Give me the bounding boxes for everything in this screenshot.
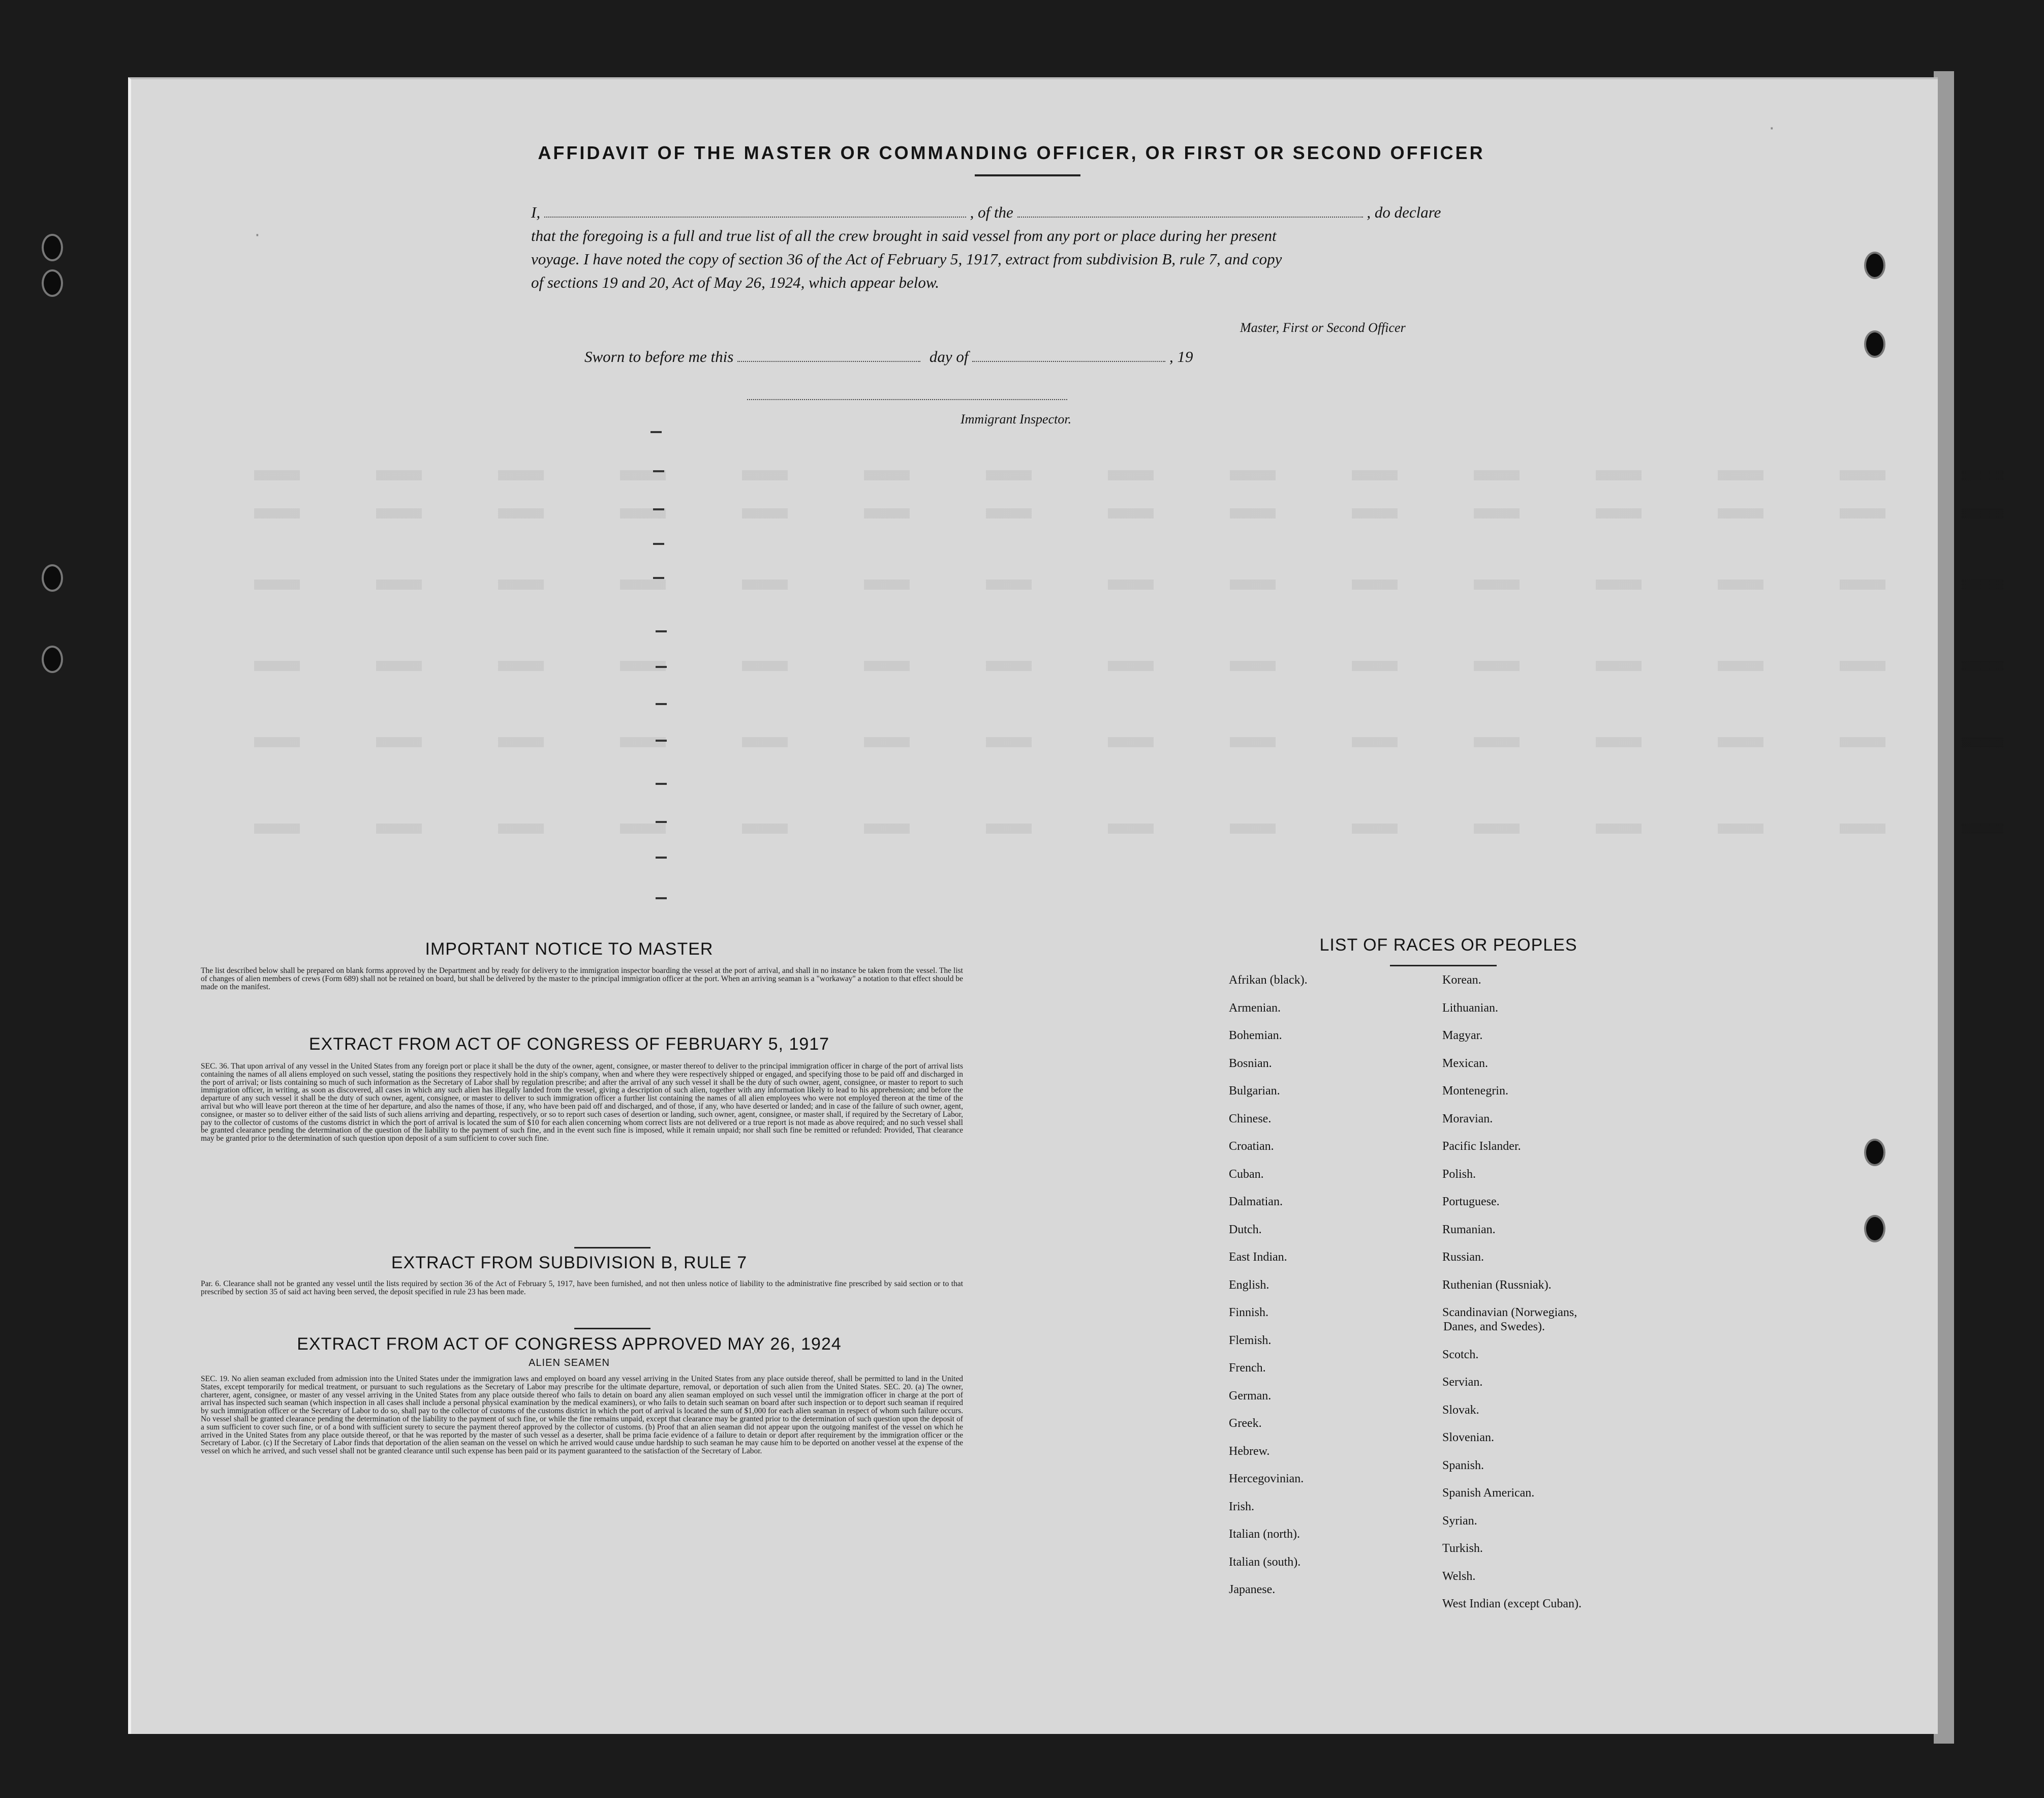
race-item: Montenegrin. — [1442, 1084, 1508, 1098]
race-item: Afrikan (black). — [1229, 973, 1308, 987]
race-item: Hebrew. — [1229, 1444, 1270, 1458]
races-title: LIST OF RACES OR PEOPLES — [1319, 935, 1577, 955]
race-item: Scotch. — [1442, 1348, 1479, 1361]
race-item: French. — [1229, 1361, 1266, 1375]
extract-1924-subtitle: ALIEN SEAMEN — [529, 1357, 610, 1368]
notice-body: The list described below shall be prepared on blank forms approved by the Department and by ready for delivery to the immigration inspector boarding the vessel at the port of arrival, and shall in no instance be taken from the vessel. The list of changes of alien members of crews (Form 689) shall not be retained on board, but shall be delivered by the master to the principal immigration officer at the port. When an arriving seaman is a "workaway" a notation to that effect should be made on the manifest. — [201, 966, 963, 991]
race-item: Rumanian. — [1442, 1223, 1496, 1236]
day-blank[interactable] — [737, 346, 920, 362]
sworn-line — [584, 346, 1193, 366]
binder-hole-right-2 — [1864, 330, 1885, 358]
bleed-through-row — [254, 737, 2003, 747]
row-dash — [656, 630, 667, 632]
row-dash — [656, 703, 667, 705]
margin-mark: · — [254, 224, 261, 245]
sworn-day-of: day of — [929, 348, 969, 365]
bleed-through-row — [254, 824, 2003, 834]
race-item: Scandinavian (Norwegians, — [1442, 1306, 1577, 1319]
race-item: Slovak. — [1442, 1403, 1479, 1417]
binder-hole-left-1 — [42, 234, 63, 261]
signature-label: Master, First or Second Officer — [1240, 320, 1406, 335]
binder-hole-right-4 — [1864, 1215, 1885, 1242]
heading-underline — [975, 174, 1080, 176]
race-item: Syrian. — [1442, 1514, 1477, 1528]
inspector-signature-line[interactable] — [747, 399, 1067, 400]
race-item: Turkish. — [1442, 1542, 1483, 1555]
race-item: Moravian. — [1442, 1112, 1493, 1125]
row-dash — [656, 857, 667, 859]
row-dash — [656, 821, 667, 823]
race-item: Cuban. — [1229, 1167, 1264, 1181]
race-item: Bohemian. — [1229, 1029, 1282, 1042]
subdivision-body: Par. 6. Clearance shall not be granted any vessel until the lists required by section 36 of the Act of February 5, 1917, have been furnished, and not then unless notice of liability to the administrative fine prescribed by said section or to that prescribed by section 35 of said act having been served, the deposit specified in rule 23 has been made. — [201, 1279, 963, 1296]
notice-title: IMPORTANT NOTICE TO MASTER — [425, 939, 714, 959]
declaration-i: I, — [531, 203, 541, 221]
vessel-blank[interactable] — [1017, 201, 1363, 218]
race-item: Korean. — [1442, 973, 1481, 987]
bleed-through-row — [254, 580, 2003, 590]
declaration-line-2: that the foregoing is a full and true list of all the crew brought in said vessel from any port or place during her present — [531, 227, 1277, 245]
binder-hole-left-3 — [42, 564, 63, 592]
declaration-of-the: , of the — [970, 203, 1013, 221]
race-item: Welsh. — [1442, 1569, 1476, 1583]
race-item: Irish. — [1229, 1500, 1254, 1513]
race-item: Portuguese. — [1442, 1195, 1500, 1208]
row-dash — [656, 897, 667, 899]
declaration-line-4: of sections 19 and 20, Act of May 26, 1924, which appear below. — [531, 273, 940, 291]
extract-1924-title: EXTRACT FROM ACT OF CONGRESS APPROVED MAY 26, 1924 — [297, 1334, 842, 1354]
race-item: Flemish. — [1229, 1333, 1272, 1347]
row-dash — [653, 470, 664, 472]
sworn-year-prefix: , 19 — [1169, 348, 1193, 365]
race-item: Italian (north). — [1229, 1528, 1300, 1541]
row-dash — [651, 431, 662, 433]
binder-hole-left-2 — [42, 269, 63, 297]
race-item: Ruthenian (Russniak). — [1442, 1278, 1552, 1292]
row-dash — [656, 740, 667, 742]
extract-1924-body: SEC. 19. No alien seaman excluded from admission into the United States under the immigration laws and employed on board any vessel arriving in the United States from any place outside thereof, shall be permitted to land in the United States, except temporarily for medical treatment, or pursuant to such regulations as the Secretary of Labor may prescribe for the ultimate departure, removal, or deportation of such alien from the United States. SEC. 20. (a) The owner, charterer, agent, consignee, or master of any vessel arriving in the United States from any place outside thereof who fails to detain on board any alien seaman employed on such vessel until the immigration officer in charge at the port of arrival has inspected such seaman (which inspection in all cases shall include a personal physical examination by the medical examiners), or who fails to detain such seaman on board after such inspection or to deport such seaman if required by such immigration officer or the Secretary of Labor to do so, shall pay to the collector of customs of the customs district in which the port of arrival is located the sum of $1,000 for each alien seaman in respect of whom such failure occurs. No vessel shall be granted clearance pending the determination of the liability to the payment of such fine, or while the fine remains unpaid, except that clearance may be granted prior to the determination of such question upon the deposit of a sum sufficient to cover such fine, or of a bond with sufficient surety to secure the payment thereof approved by the collector of customs. (b) Proof that an alien seaman did not appear upon the outgoing manifest of the vessel on which he arrived in the United States from any place outside thereof, or that he was reported by the master of such vessel as a deserter, shall be prima facie evidence of a failure to detain or deport after requirement by the immigration officer or the Secretary of Labor. (c) If the Secretary of Labor finds that deportation of the alien seaman on the vessel on which he arrived would cause undue hardship to such seaman he may cause him to be deported on another vessel at the expense of the vessel on which he arrived, and such vessel shall not be granted clearance until such expense has been paid or its payment guaranteed to the satisfaction of the Secretary of Labor. — [201, 1375, 963, 1456]
affidavit-heading: AFFIDAVIT OF THE MASTER OR COMMANDING OFFICER, OR FIRST OR SECOND OFFICER — [538, 142, 1485, 163]
binder-hole-right-1 — [1864, 252, 1885, 279]
race-item: Danes, and Swedes). — [1443, 1320, 1545, 1333]
race-item: Japanese. — [1229, 1583, 1276, 1596]
races-underline — [1390, 965, 1497, 966]
race-item: Bosnian. — [1229, 1056, 1272, 1070]
race-item: Polish. — [1442, 1167, 1476, 1181]
inspector-label: Immigrant Inspector. — [961, 412, 1072, 426]
row-dash — [656, 666, 667, 668]
race-item: Dutch. — [1229, 1223, 1262, 1236]
row-dash — [653, 543, 664, 545]
binder-hole-left-4 — [42, 646, 63, 673]
race-item: Armenian. — [1229, 1001, 1281, 1015]
race-item: English. — [1229, 1278, 1269, 1292]
race-item: Lithuanian. — [1442, 1001, 1498, 1015]
divider — [574, 1328, 651, 1329]
bleed-through-row — [254, 470, 2003, 480]
race-item: East Indian. — [1229, 1251, 1287, 1264]
extract-1917-body: SEC. 36. That upon arrival of any vessel in the United States from any foreign port or place it shall be the duty of the owner, agent, consignee, or master thereof to deliver to the principal immigration officer in charge of the port of arrival lists containing the names of all aliens employed on such vessel, stating the positions they respectively hold in the ship's company, when and where they were respectively shipped or engaged, and specifying those to be paid off and discharged in the port of arrival; or lists containing so much of such information as the Secretary of Labor shall by regulation prescribe; and after the arrival of any such vessel it shall be the duty of such owner, agent, consignee, or master to report to such immigration officer, in writing, as soon as discovered, all cases in which any such alien has illegally landed from the vessel, giving a description of such alien, together with any information likely to lead to his apprehension; and before the departure of any such vessel it shall be the duty of such owner, agent, consignee, or master to deliver to such immigration officer a further list containing the names of all alien employees who were not employed thereon at the time of the arrival but who will leave port thereon at the time of her departure, and also the names of those, if any, who have been paid off and discharged, and of those, if any, who have deserted or landed; and in case of the failure of such owner, agent, consignee, or master so to deliver either of the said lists of such aliens arriving and departing, respectively, or so to report such cases of desertion or landing, such owner, agent, consignee, or master shall, if required by the Secretary of Labor, pay to the collector of customs of the customs district in which the port of arrival is located the sum of $10 for each alien concerning whom correct lists are not delivered or a true report is not made as above required; and no such vessel shall be granted clearance pending the determination of the question of the liability to the payment of such fine, and in the event such fine is imposed, while it remain unpaid; nor shall such fine be remitted or refunded: Provided, That clearance may be granted prior to the determination of such question upon deposit of a sum sufficient to cover such fine. — [201, 1062, 963, 1143]
declaration-do-declare: , do declare — [1367, 203, 1441, 221]
row-dash — [653, 577, 664, 579]
race-item: Spanish American. — [1442, 1486, 1535, 1500]
race-item: Finnish. — [1229, 1306, 1269, 1319]
race-item: Spanish. — [1442, 1458, 1484, 1472]
bleed-through-row — [254, 508, 2003, 519]
row-dash — [653, 508, 664, 510]
row-dash — [656, 783, 667, 785]
race-item: Pacific Islander. — [1442, 1140, 1521, 1153]
subdivision-title: EXTRACT FROM SUBDIVISION B, RULE 7 — [391, 1253, 748, 1272]
name-blank[interactable] — [544, 201, 966, 218]
race-item: Italian (south). — [1229, 1555, 1301, 1569]
divider — [574, 1247, 651, 1248]
race-item: Bulgarian. — [1229, 1084, 1280, 1098]
declaration-line-3: voyage. I have noted the copy of section 36 of the Act of February 5, 1917, extract from subdivision B, rule 7, and copy — [531, 250, 1282, 268]
month-blank[interactable] — [972, 346, 1165, 362]
binder-hole-right-3 — [1864, 1139, 1885, 1166]
declaration — [531, 201, 1522, 294]
race-item: Russian. — [1442, 1251, 1484, 1264]
bleed-through-row — [254, 661, 2003, 671]
race-item: Slovenian. — [1442, 1431, 1494, 1444]
race-item: Chinese. — [1229, 1112, 1272, 1125]
document-page — [128, 77, 1938, 1734]
race-item: Magyar. — [1442, 1029, 1483, 1042]
race-item: Mexican. — [1442, 1056, 1488, 1070]
sworn-prefix: Sworn to before me this — [584, 348, 734, 365]
race-item: West Indian (except Cuban). — [1442, 1597, 1582, 1610]
race-item: German. — [1229, 1389, 1272, 1403]
extract-1917-title: EXTRACT FROM ACT OF CONGRESS OF FEBRUARY 5, 1917 — [308, 1034, 830, 1054]
race-item: Croatian. — [1229, 1140, 1274, 1153]
margin-mark: · — [1769, 117, 1775, 138]
race-item: Greek. — [1229, 1417, 1262, 1430]
race-item: Servian. — [1442, 1376, 1483, 1389]
race-item: Hercegovinian. — [1229, 1472, 1304, 1485]
race-item: Dalmatian. — [1229, 1195, 1283, 1208]
